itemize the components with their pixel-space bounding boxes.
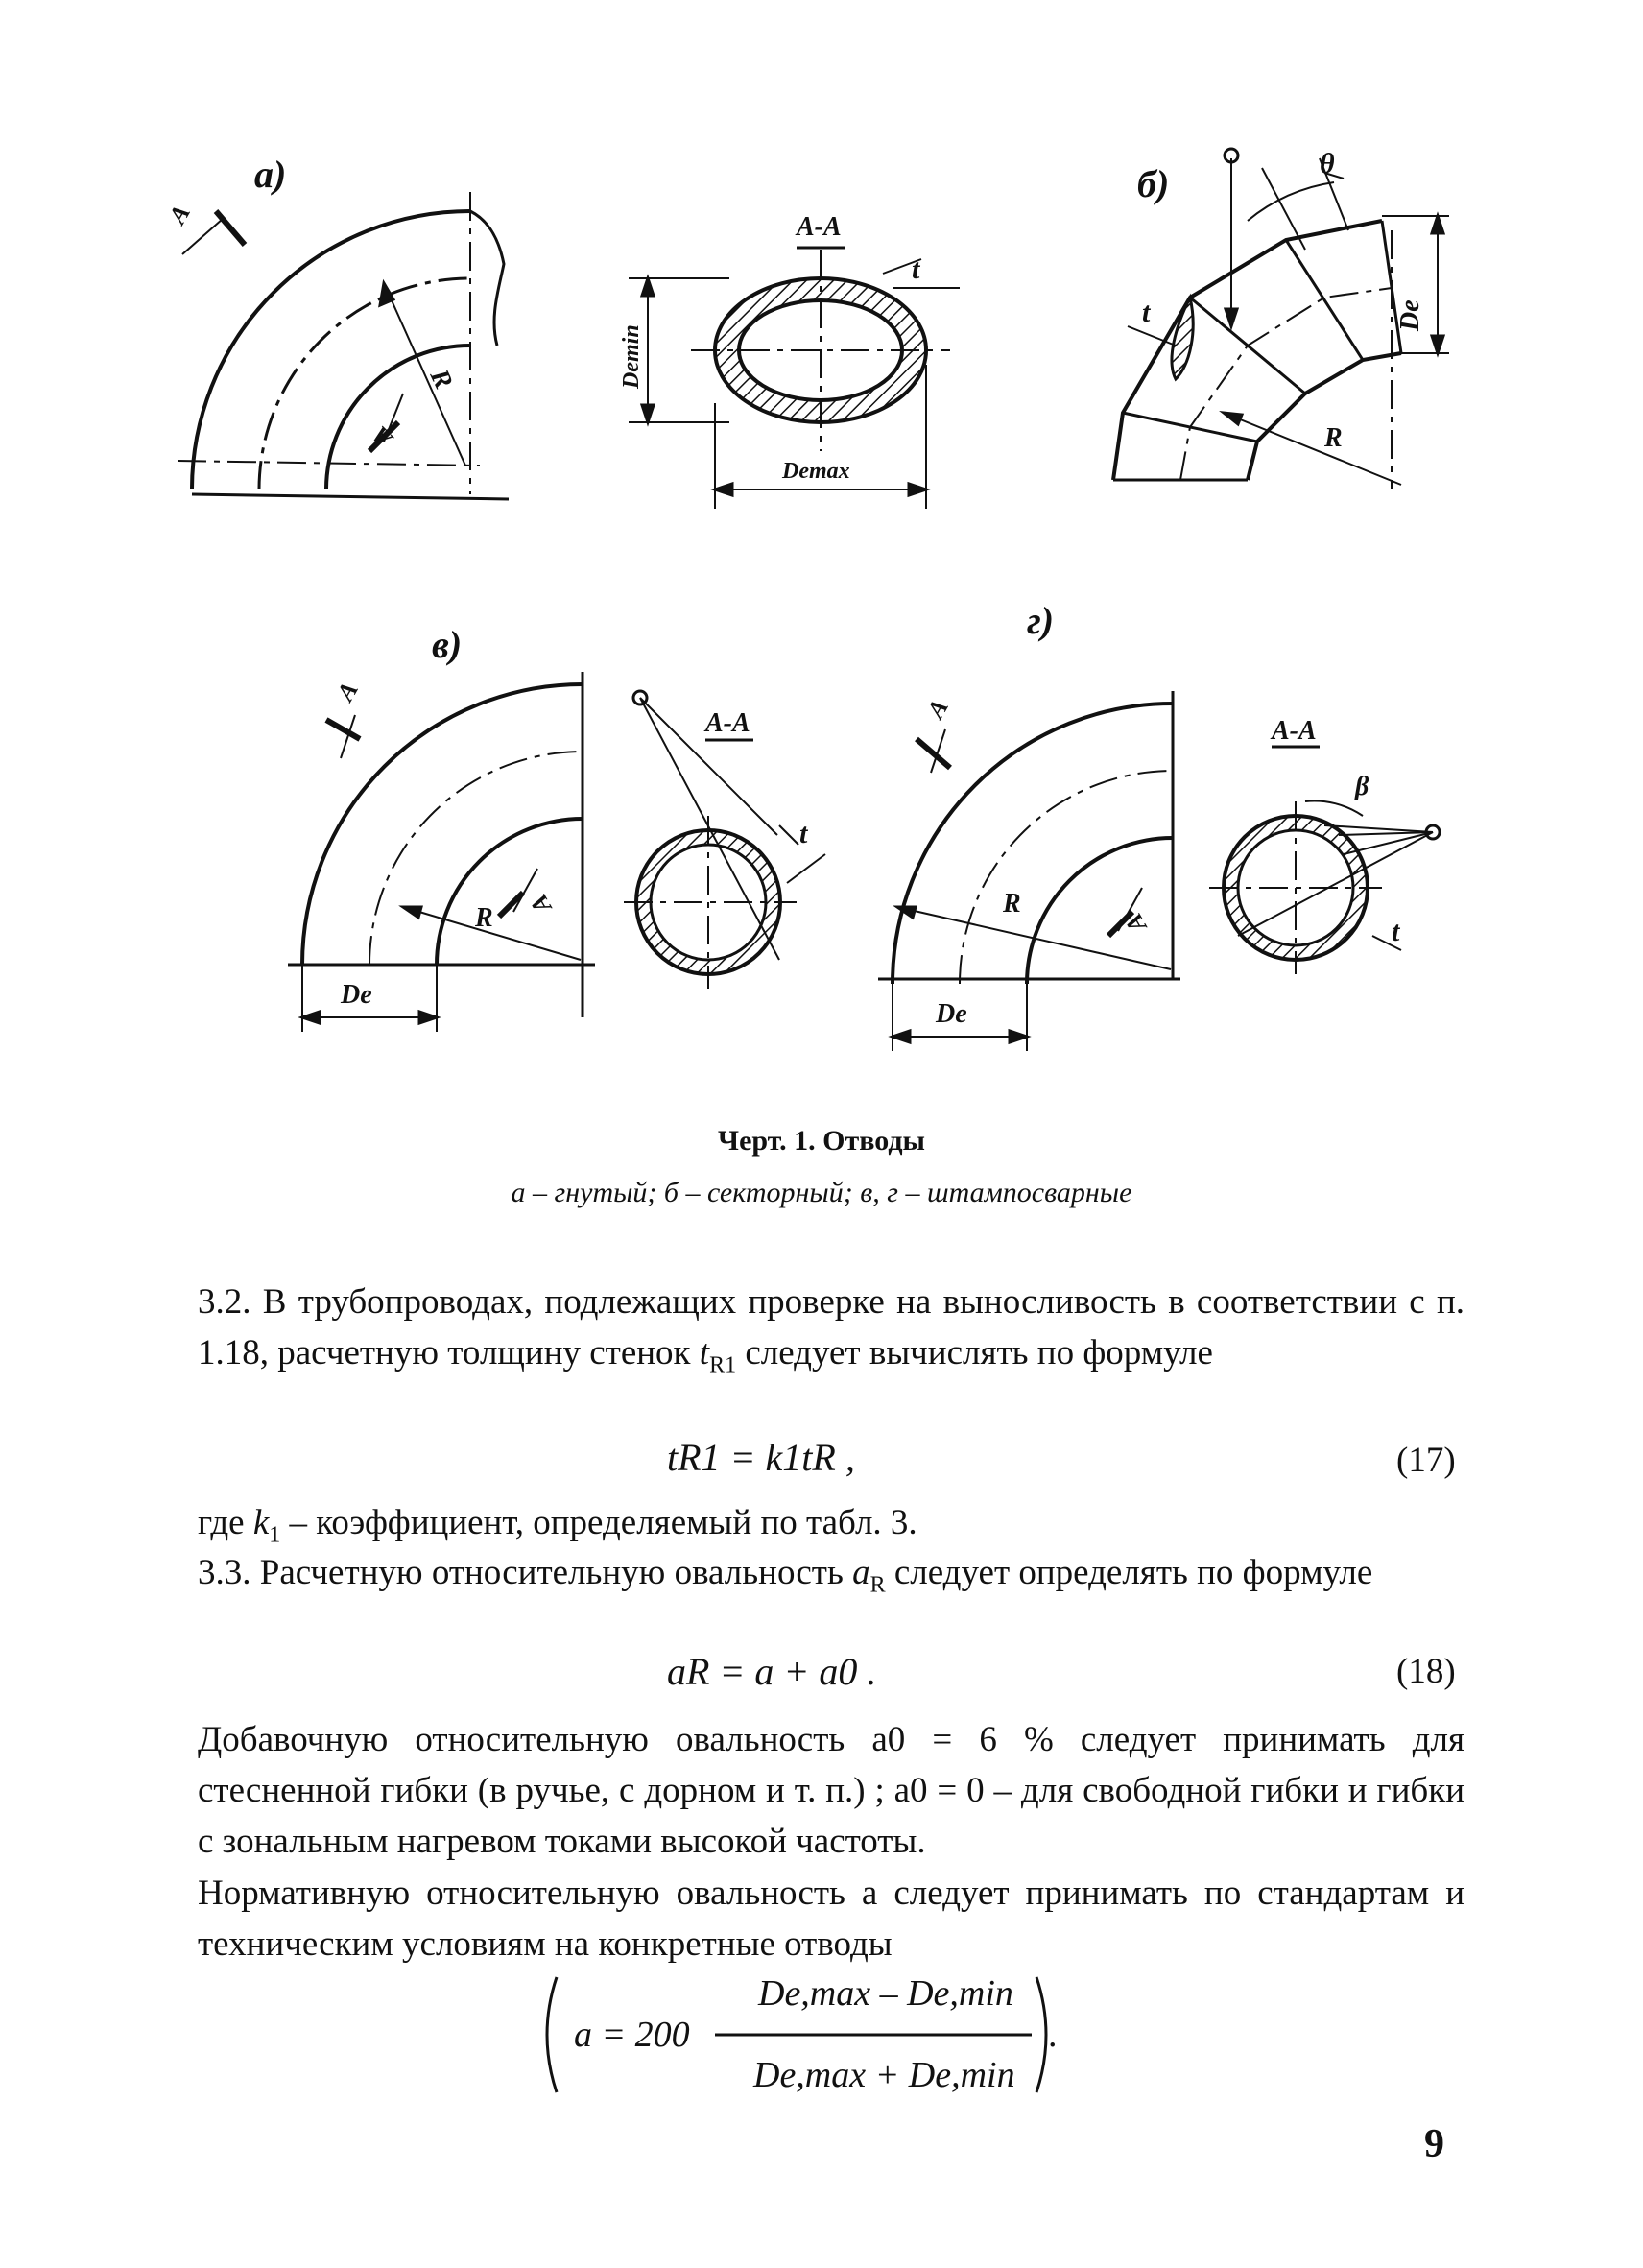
paragraph-3-3: 3.3. Расчетную относительную овальность $a_R$ следует определять по формуле bbox=[198, 1553, 1373, 1598]
demax-label: Demax bbox=[782, 459, 850, 484]
section-label-v: А-А bbox=[705, 708, 750, 738]
thickness-label-v: t bbox=[799, 818, 808, 849]
formula-lhs: a = 200 bbox=[574, 2015, 690, 2055]
de-label-v: De bbox=[341, 980, 372, 1010]
radius-label-b: R bbox=[1324, 423, 1343, 453]
panel-label-b: б) bbox=[1137, 162, 1170, 205]
figure-caption-title: Черт. 1. Отводы bbox=[718, 1125, 925, 1157]
equation-18-number: (18) bbox=[1396, 1652, 1456, 1691]
panel-label-v: в) bbox=[432, 623, 463, 666]
de-label-b: De bbox=[1395, 299, 1425, 331]
panel-label-g: г) bbox=[1027, 599, 1055, 642]
radius-label-v: R bbox=[475, 903, 493, 933]
paragraph-additional-ovality: Добавочную относительную овальность a0 = 6 % следует принимать для стесненной гибки (в ручье, с дорном и т. п.) ; a0 = 0 – для свободной гибки и гибки с зональным нагревом токами высокой частоты. bbox=[198, 1720, 1464, 1861]
equation-17: tR1 = k1tR , bbox=[667, 1436, 855, 1479]
equation-17-number: (17) bbox=[1396, 1441, 1456, 1480]
equation-18: aR = a + a0 . bbox=[667, 1650, 877, 1693]
thickness-label-b: t bbox=[1142, 297, 1151, 328]
paragraph-where-k1: где $k_1$ – коэффициент, определяемый по табл. 3. bbox=[198, 1503, 917, 1548]
cut-marker-a1: А bbox=[163, 200, 196, 228]
figure-elbows bbox=[0, 0, 1643, 1113]
demin-label: Demin bbox=[619, 324, 644, 389]
beta-label: β bbox=[1355, 772, 1369, 801]
panel-g-elbow bbox=[878, 691, 1440, 1051]
formula-numerator: De,max – De,min bbox=[758, 1973, 1013, 2014]
cut-marker-v2: А bbox=[524, 889, 558, 919]
thickness-label-a: t bbox=[912, 253, 920, 285]
panel-a-bent-elbow bbox=[178, 192, 509, 499]
de-label-g: De bbox=[936, 999, 967, 1029]
radius-label-a: R bbox=[423, 364, 459, 394]
cut-marker-v1: А bbox=[331, 677, 364, 705]
cut-marker-g2: А bbox=[1119, 908, 1153, 938]
radius-label-g: R bbox=[1003, 889, 1021, 919]
cut-marker-a2: А bbox=[366, 420, 398, 453]
angle-label: θ bbox=[1320, 148, 1335, 179]
paragraph-3-2: 3.2. В трубопроводах, подлежащих проверке на выносливость в соответствии с п. 1.18, расчетную толщину стенок $t_{R1}$ следует вычислять по формуле bbox=[198, 1282, 1464, 1378]
section-label-g: А-А bbox=[1272, 716, 1317, 746]
paragraph-normative-ovality: Нормативную относительную овальность a следует принимать по стандартам и техническим условиям на конкретные отводы bbox=[198, 1874, 1464, 1964]
cut-marker-g1: А bbox=[921, 694, 954, 723]
panel-label-a: а) bbox=[254, 153, 287, 196]
thickness-label-g: t bbox=[1392, 916, 1400, 947]
page-number: 9 bbox=[1424, 2122, 1444, 2166]
figure-caption-subtitle: а – гнутый; б – секторный; в, г – штампосварные bbox=[511, 1177, 1132, 1208]
formula-denominator: De,max + De,min bbox=[753, 2055, 1015, 2095]
section-label-a: А-А bbox=[797, 212, 842, 242]
